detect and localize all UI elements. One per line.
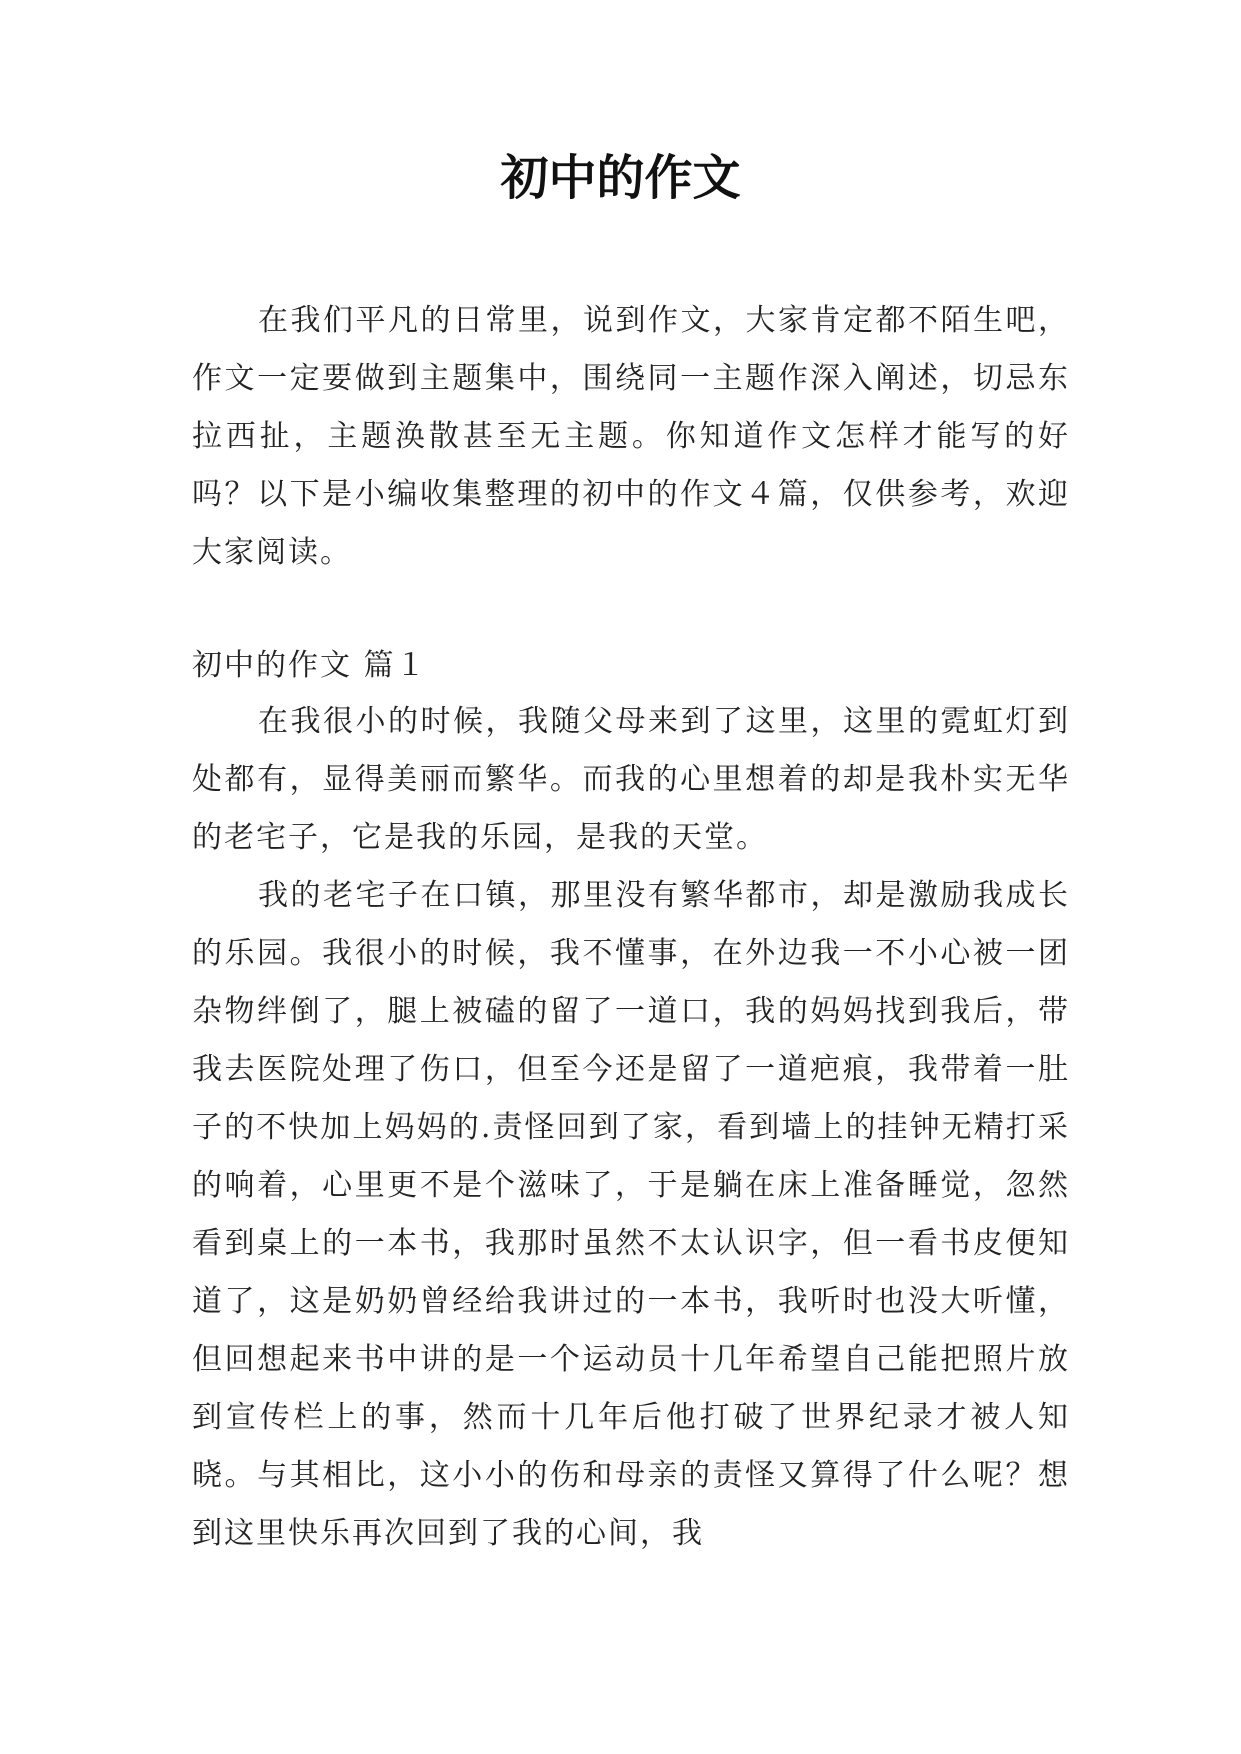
- intro-block: [192, 292, 1070, 582]
- document-title: 初中的作文: [500, 150, 741, 206]
- essay-paragraph-1: 在我很小的时候，我随父母来到了这里，这里的霓虹灯到处都有，显得美丽而繁华。而我的心里想着的却是我朴实无华的老宅子，它是我的乐园，是我的天堂。: [192, 704, 1070, 855]
- section-heading: 初中的作文 篇１: [192, 648, 428, 683]
- essay-body: [192, 693, 1070, 1563]
- essay-paragraph-2: 我的老宅子在口镇，那里没有繁华都市，却是激励我成长的乐园。我很小的时候，我不懂事，在外边我一不小心被一团杂物绊倒了，腿上被磕的留了一道口，我的妈妈找到我后，带我去医院处理了伤口，但至今还是留了一道疤痕，我带着一肚子的不快加上妈妈的.责怪回到了家，看到墙上的挂钟无精打采的响着，心里更不是个滋味了，于是躺在床上准备睡觉，忽然看到桌上的一本书，我那时虽然不太认识字，但一看书皮便知道了，这是奶奶曾经给我讲过的一本书，我听时也没大听懂，但回想起来书中讲的是一个运动员十几年希望自己能把照片放到宣传栏上的事，然而十几年后他打破了世界纪录才被人知晓。与其相比，这小小的伤和母亲的责怪又算得了什么呢？想到这里快乐再次回到了我的心间，我: [192, 878, 1070, 1551]
- intro-paragraph: 在我们平凡的日常里，说到作文，大家肯定都不陌生吧，作文一定要做到主题集中，围绕同一主题作深入阐述，切忌东拉西扯，主题涣散甚至无主题。你知道作文怎样才能写的好吗？以下是小编收集整理的初中的作文４篇，仅供参考，欢迎大家阅读。: [192, 303, 1070, 570]
